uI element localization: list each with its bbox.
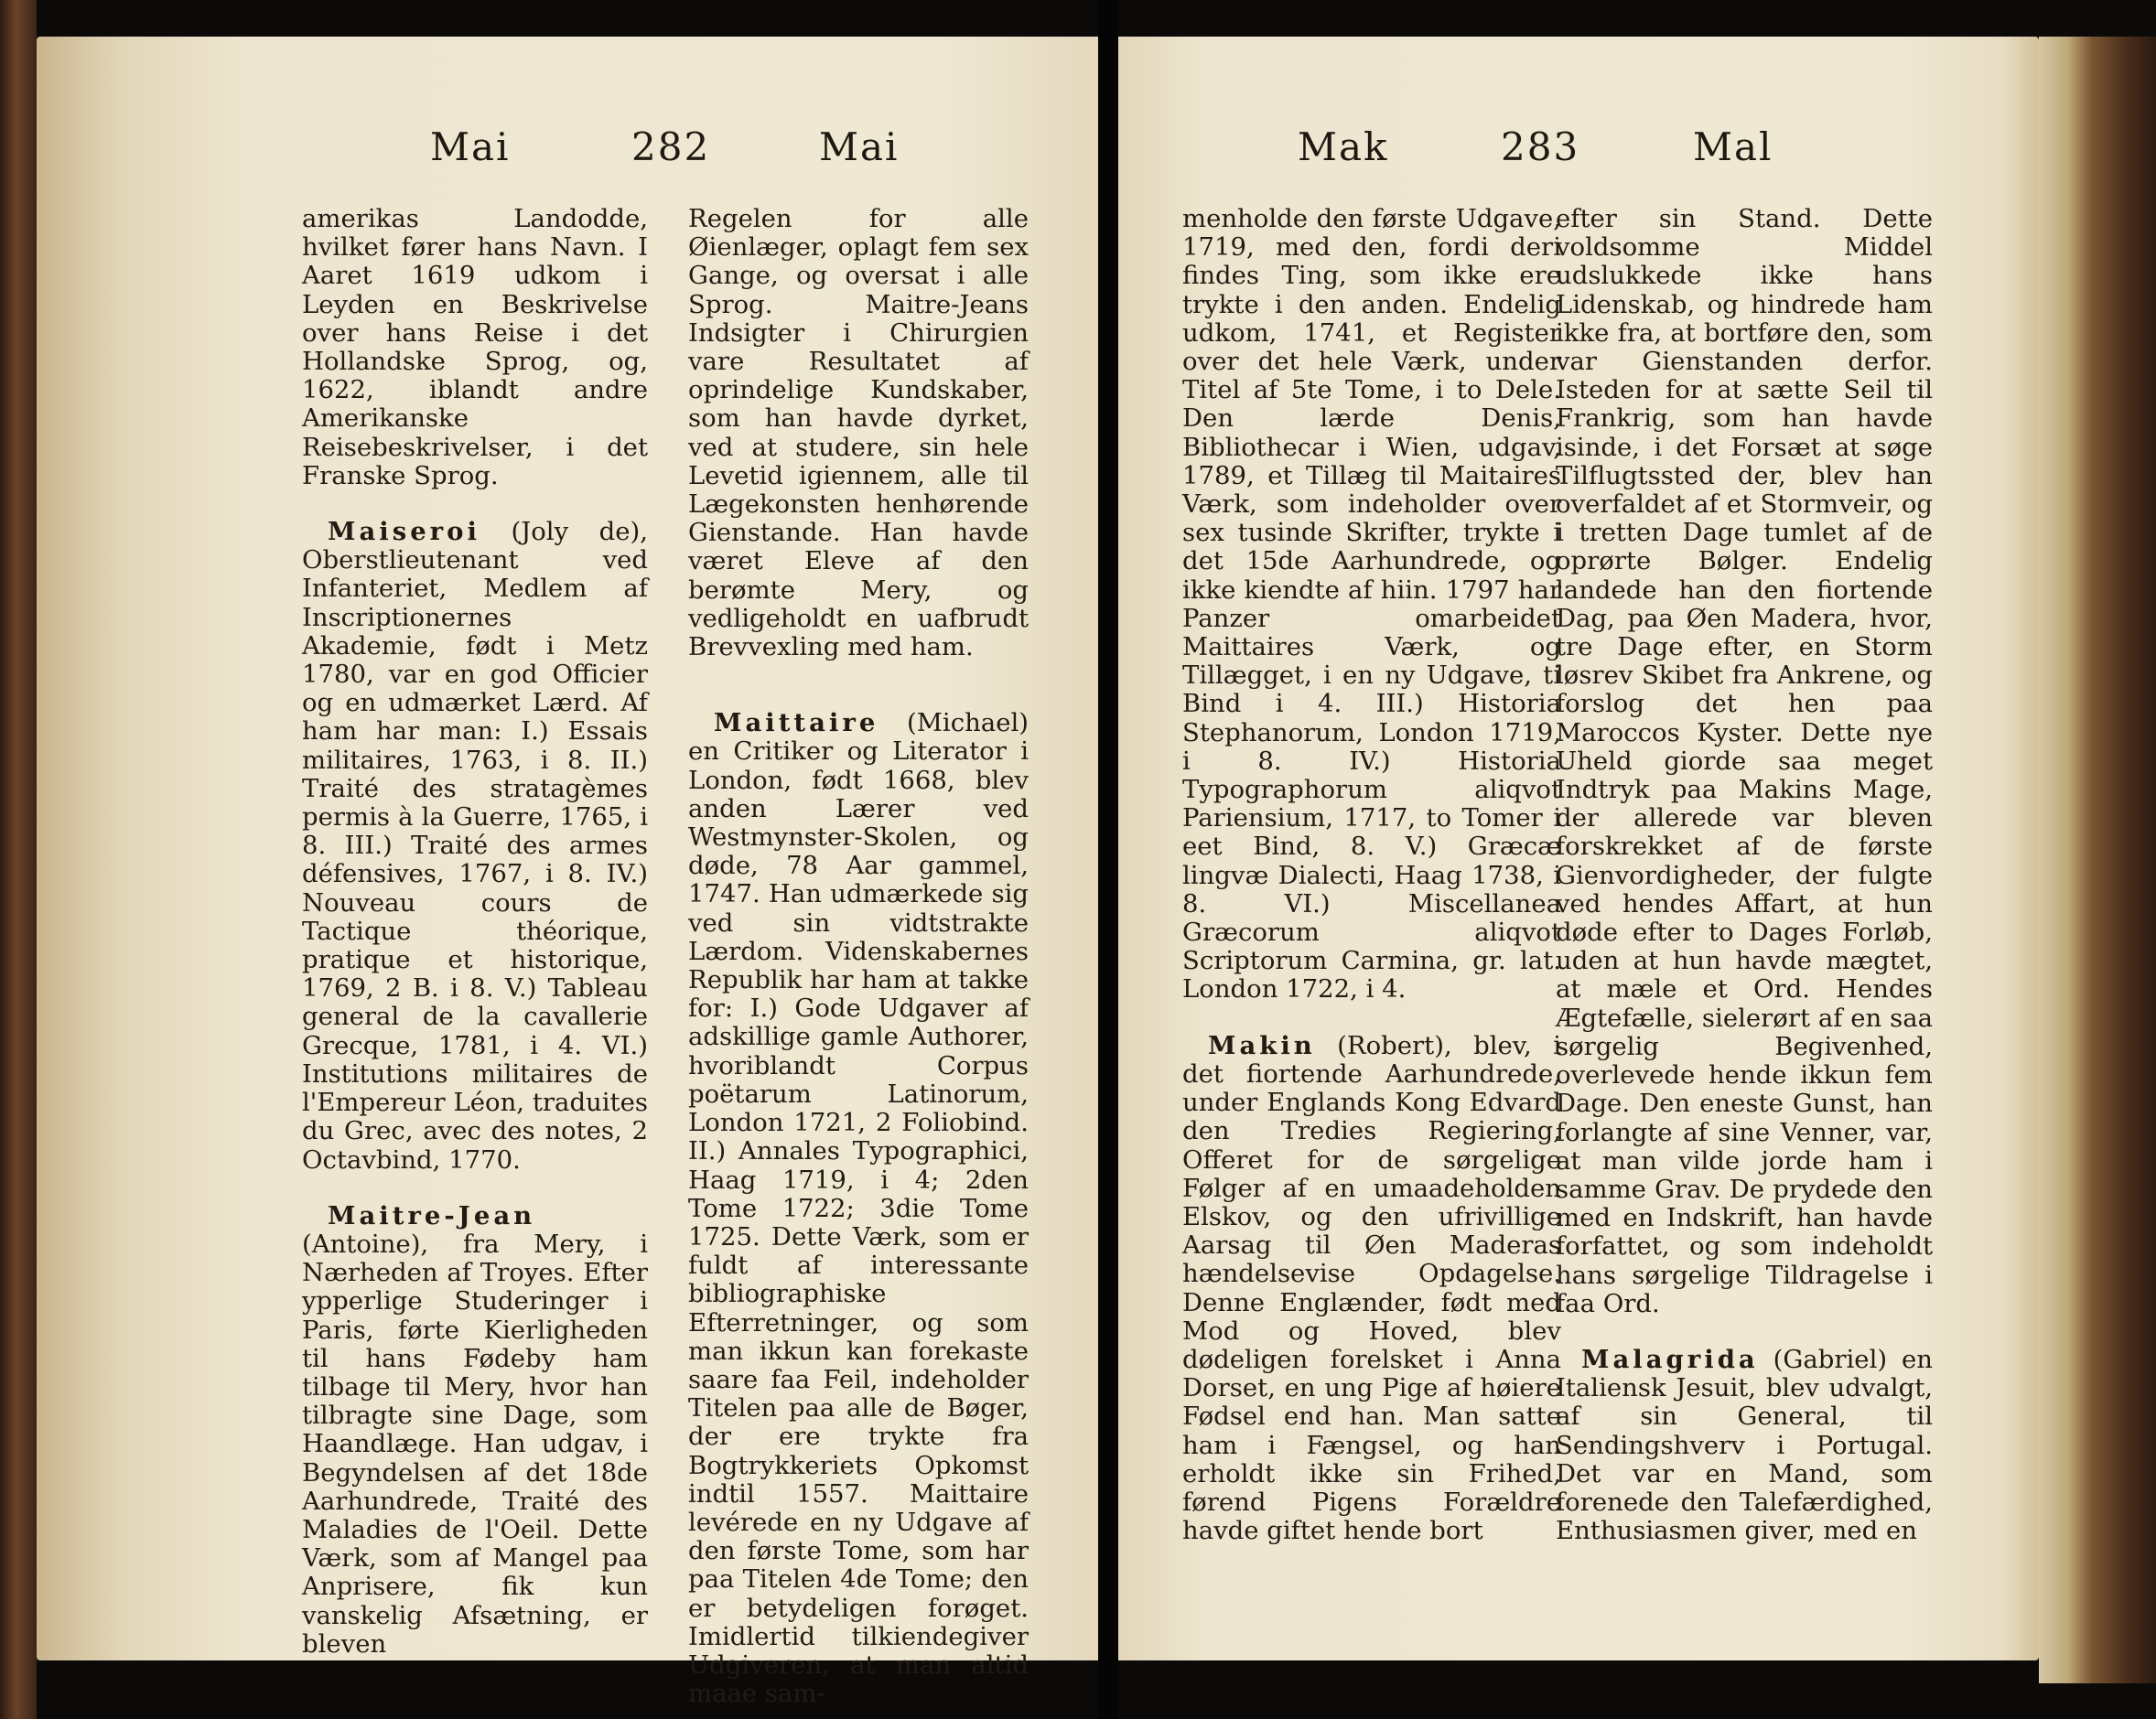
entry-malagrida	[1556, 1346, 1933, 1545]
right-page-column-1	[1182, 205, 1561, 1545]
entry-maittaire	[688, 709, 1029, 1708]
entry-text: (Michael) en Critiker og Literator i London, født 1668, blev anden Lærer ved Westmynster-Skolen, og døde, 78 Aar gammel, 1747. Han udmærkede sig ved sin vidtstrakte Lærdom. Videnskabernes Republik har ham at takke for: I.) Gode Udgaver af adskillige gamle Authorer, hvoriblandt Corpus poëtarum Latinorum, London 1721, 2 Foliobind. II.) Annales Typographici, Haag 1719, i 4; 2den Tome 1722; 3die Tome 1725. Dette Værk, som er fuldt af interessante bibliographiske Efterretninger, og som man ikkun kan forekaste saare faa Feil, indeholder Titelen paa alle de Bøger, der ere trykte fra Bogtrykkeriets Opkomst indtil 1557. Maittaire levérede en ny Udgave af den første Tome, som har paa Titelen 4de Tome; den er betydeligen forøget. Imidlertid tilkiendegiver Udgiveren, at man altid maae sam-	[688, 708, 1029, 1709]
entry-text: (Joly de), Oberstlieutenant ved Infanteriet, Medlem af Inscriptionernes Akademie, født i Metz 1780, var en god Officier og en udmærket Lærd. Af ham har man: I.) Essais militaires, 1763, i 8. II.) Traité des stratagèmes permis à la Guerre, 1765, i 8. III.) Traité des armes défensives, 1767, i 8. IV.) Nouveau cours de Tactique théorique, pratique et historique, 1769, 2 B. i 8. V.) Tableau general de la cavallerie Grecque, 1781, i 4. VI.) Institutions militaires de l'Empereur Léon, traduites du Grec, avec des notes, 2 Octavbind, 1770.	[302, 517, 648, 1175]
entry-headword: Makin	[1208, 1030, 1316, 1060]
right-page-column-2	[1556, 205, 1933, 1545]
entry-continuation: menholde den første Udgave, 1719, med den, fordi deri findes Ting, som ikke ere trykte i den anden. Endelig udkom, 1741, et Register over det hele Værk, under Titel af 5te Tome, i to Dele. Den lærde Denis, Bibliothecar i Wien, udgav, 1789, et Tillæg til Maitaires Værk, som indeholder over sex tusinde Skrifter, trykte i det 15de Aarhundrede, og ikke kiendte af hiin. 1797 har Panzer omarbeidet Maittaires Værk, og Tillægget, i en ny Udgave, ti Bind i 4. III.) Historia Stephanorum, London 1719, i 8. IV.) Historia Typographorum aliqvot Pariensium, 1717, to Tomer i eet Bind, 8. V.) Græcæ lingvæ Dialecti, Haag 1738, i 8. VI.) Miscellanea Græcorum aliqvot Scriptorum Carmina, gr. lat. London 1722, i 4.	[1182, 204, 1561, 1005]
entry-headword: Maittaire	[714, 708, 879, 738]
right-page-number: 283	[1501, 124, 1580, 169]
left-page-column-2	[688, 205, 1029, 1708]
entry-headword: Malagrida	[1581, 1344, 1759, 1374]
entry-headword: Maitre-Jean	[328, 1200, 536, 1230]
entry-headword: Maiseroi	[328, 517, 480, 547]
book-cover-edge-left	[0, 0, 37, 1719]
entry-text: (Robert), blev, i det fiortende Aarhundrede, under Englands Kong Edvard den Tredies Regiering, Offeret for de sørgelige Følger af en umaadeholden Elskov, og den ufrivillige Aarsag til Øen Maderas hændelsevise Opdagelse. Denne Englænder, født med Mod og Hoved, blev dødeligen forelsket i Anna Dorset, en ung Pige af høiere Fødsel end han. Man satte ham i Fængsel, og han erholdt ikke sin Frihed, førend Pigens Forældre havde giftet hende bort	[1182, 1030, 1561, 1546]
left-page-number: 282	[631, 124, 711, 169]
book-gutter	[1098, 0, 1118, 1719]
entry-continuation: amerikas Landodde, hvilket fører hans Navn. I Aaret 1619 udkom i Leyden en Beskrivelse over hans Reise i det Hollandske Sprog, og, 1622, iblandt andre Amerikanske Reisebeskrivelser, i det Franske Sprog.	[302, 204, 648, 490]
right-head-keyword-last: Mal	[1693, 124, 1773, 169]
entry-maiseroi	[302, 518, 648, 1175]
entry-continuation: Regelen for alle Øienlæger, oplagt fem sex Gange, og oversat i alle Sprog. Maitre-Jeans Indsigter i Chirurgien vare Resultatet af oprindelige Kundskaber, som han havde dyrket, ved at studere, sin hele Levetid igiennem, alle til Lægekonsten henhørende Gienstande. Han havde været Eleve af den berømte Mery, og vedligeholdt en uafbrudt Brevvexling med ham.	[688, 204, 1029, 662]
right-running-head	[1298, 124, 1773, 176]
entry-text: (Gabriel) en Italiensk Jesuit, blev udvalgt, af sin General, til Sendingshverv i Portugal. Det var en Mand, som forenede den Talefærdighed, Enthusiasmen giver, med en	[1556, 1344, 1933, 1546]
left-running-head	[430, 124, 906, 176]
right-head-keyword-first: Mak	[1298, 124, 1389, 169]
book-cover-edge-right	[2039, 37, 2156, 1683]
entry-maitre-jean	[302, 1202, 648, 1659]
left-head-keyword-last: Mai	[819, 124, 900, 169]
entry-continuation: efter sin Stand. Dette voldsomme Middel udslukkede ikke hans Lidenskab, og hindrede ham ikke fra, at bortføre den, som var Gienstanden derfor. Isteden for at sætte Seil til Frankrig, som han havde isinde, i det Forsæt at søge Tilflugtssted der, blev han overfaldet af et Stormveir, og i tretten Dage tumlet af de oprørte Bølger. Endelig landede han den fiortende Dag, paa Øen Madera, hvor, tre Dage efter, en Storm løsrev Skibet fra Ankrene, og forslog det hen paa Maroccos Kyster. Dette nye Uheld giorde saa meget Indtryk paa Makins Mage, der allerede var bleven forskrekket af de første Gienvordigheder, der fulgte ved hendes Affart, at hun døde efter to Dages Forløb, uden at hun havde mægtet, at mæle et Ord. Hendes Ægtefælle, sielerørt af en saa sørgelig Begivenhed, overlevede hende ikkun fem Dage. Den eneste Gunst, han forlangte af sine Venner, var, at man vilde jorde ham i samme Grav. De prydede den med en Indskrift, han havde forfattet, og som indeholdt hans sørgelige Tildragelse i faa Ord.	[1556, 204, 1933, 1318]
entry-makin	[1182, 1032, 1561, 1546]
entry-text: (Antoine), fra Mery, i Nærheden af Troyes. Efter ypperlige Studeringer i Paris, førte Kierligheden til hans Fødeby ham tilbage til Mery, hvor han tilbragte sine Dage, som Haandlæge. Han udgav, i Begyndelsen af det 18de Aarhundrede, Traité des Maladies de l'Oeil. Dette Værk, som af Mangel paa Anprisere, fik kun vanskelig Afsætning, er bleven	[302, 1229, 648, 1659]
left-head-keyword-first: Mai	[430, 124, 511, 169]
left-page-column-1	[302, 205, 648, 1659]
